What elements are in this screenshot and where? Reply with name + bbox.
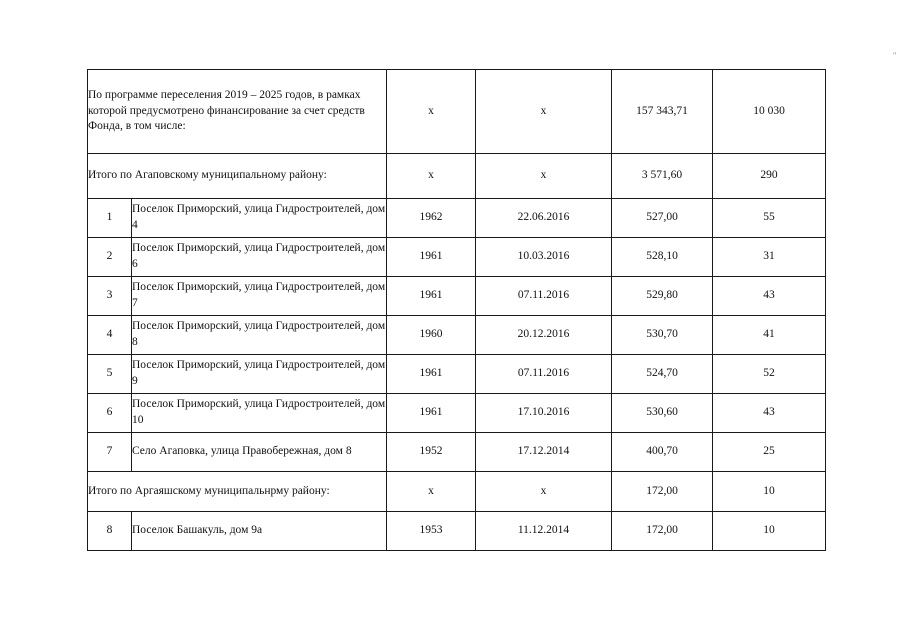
row-year: 1953 <box>387 512 476 551</box>
row-year: 1960 <box>387 316 476 355</box>
row-area: 527,00 <box>612 199 713 238</box>
row-people: 25 <box>713 433 826 472</box>
row-address: Поселок Приморский, улица Гидростроителей, дом 8 <box>132 316 387 355</box>
row-date: 11.12.2014 <box>476 512 612 551</box>
row-date: 17.10.2016 <box>476 394 612 433</box>
table-row <box>88 277 826 316</box>
row-number: 6 <box>88 394 132 433</box>
resettlement-table <box>87 69 826 551</box>
row-area: 529,80 <box>612 277 713 316</box>
row-number: 2 <box>88 238 132 277</box>
row-date: 10.03.2016 <box>476 238 612 277</box>
row-year: 1961 <box>387 238 476 277</box>
table-row <box>88 199 826 238</box>
district-total-date: х <box>476 472 612 512</box>
district-total-year: х <box>387 472 476 512</box>
row-people: 43 <box>713 277 826 316</box>
row-date: 07.11.2016 <box>476 277 612 316</box>
row-year: 1962 <box>387 199 476 238</box>
row-people: 10 <box>713 512 826 551</box>
district-total-label: Итого по Аргаяшскому муниципальнрму району: <box>88 472 387 512</box>
table-row <box>88 238 826 277</box>
row-people: 31 <box>713 238 826 277</box>
row-date: 17.12.2014 <box>476 433 612 472</box>
row-people: 43 <box>713 394 826 433</box>
program-summary-year: х <box>387 70 476 154</box>
row-area: 172,00 <box>612 512 713 551</box>
row-address: Поселок Приморский, улица Гидростроителей, дом 9 <box>132 355 387 394</box>
row-people: 55 <box>713 199 826 238</box>
district-total-row <box>88 154 826 199</box>
row-year: 1961 <box>387 355 476 394</box>
row-date: 07.11.2016 <box>476 355 612 394</box>
row-date: 22.06.2016 <box>476 199 612 238</box>
row-address: Поселок Приморский, улица Гидростроителей, дом 6 <box>132 238 387 277</box>
row-number: 3 <box>88 277 132 316</box>
table-row <box>88 355 826 394</box>
row-number: 1 <box>88 199 132 238</box>
row-year: 1961 <box>387 394 476 433</box>
table-row <box>88 316 826 355</box>
row-area: 528,10 <box>612 238 713 277</box>
district-total-year: х <box>387 154 476 199</box>
row-address: Поселок Башакуль, дом 9а <box>132 512 387 551</box>
table-row <box>88 512 826 551</box>
row-year: 1961 <box>387 277 476 316</box>
margin-mark: " <box>893 51 897 60</box>
program-summary-area: 157 343,71 <box>612 70 713 154</box>
row-area: 530,60 <box>612 394 713 433</box>
district-total-people: 10 <box>713 472 826 512</box>
row-number: 7 <box>88 433 132 472</box>
row-address: Поселок Приморский, улица Гидростроителей, дом 10 <box>132 394 387 433</box>
row-number: 4 <box>88 316 132 355</box>
row-area: 524,70 <box>612 355 713 394</box>
program-summary-people: 10 030 <box>713 70 826 154</box>
row-people: 41 <box>713 316 826 355</box>
table-row <box>88 394 826 433</box>
program-summary-row <box>88 70 826 154</box>
district-total-label: Итого по Агаповскому муниципальному району: <box>88 154 387 199</box>
row-number: 8 <box>88 512 132 551</box>
row-address: Поселок Приморский, улица Гидростроителей, дом 4 <box>132 199 387 238</box>
row-date: 20.12.2016 <box>476 316 612 355</box>
district-total-area: 3 571,60 <box>612 154 713 199</box>
district-total-area: 172,00 <box>612 472 713 512</box>
district-total-people: 290 <box>713 154 826 199</box>
row-address: Поселок Приморский, улица Гидростроителей, дом 7 <box>132 277 387 316</box>
table-row <box>88 433 826 472</box>
program-summary-label: По программе переселения 2019 – 2025 годов, в рамках которой предусмотрено финансирование за счет средств Фонда, в том числе: <box>88 70 387 154</box>
district-total-date: х <box>476 154 612 199</box>
row-people: 52 <box>713 355 826 394</box>
row-number: 5 <box>88 355 132 394</box>
row-address: Село Агаповка, улица Правобережная, дом 8 <box>132 433 387 472</box>
district-total-row <box>88 472 826 512</box>
row-area: 400,70 <box>612 433 713 472</box>
row-year: 1952 <box>387 433 476 472</box>
program-summary-date: х <box>476 70 612 154</box>
row-area: 530,70 <box>612 316 713 355</box>
